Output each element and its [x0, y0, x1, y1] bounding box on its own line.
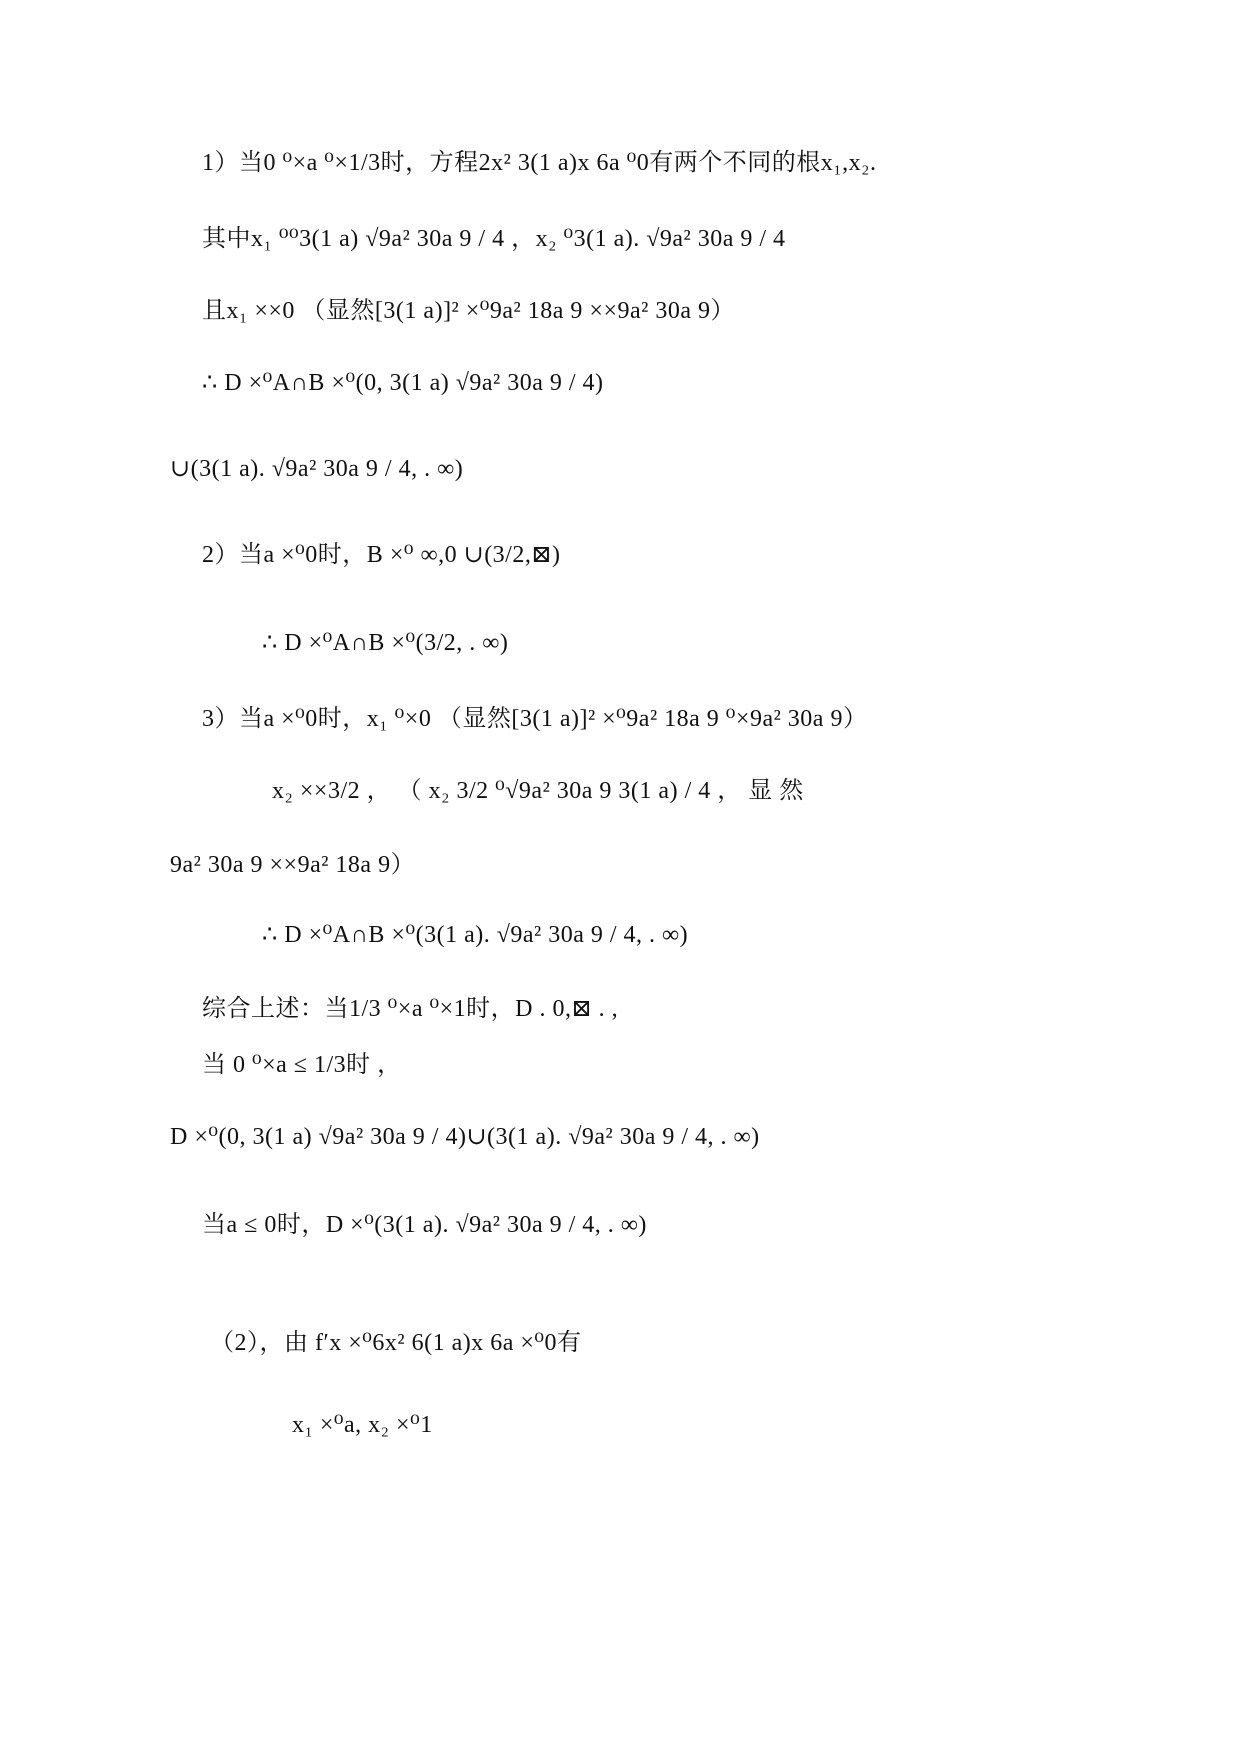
summary-line-1: 综合上述：当1/3 ⁰×a ⁰×1时，D . 0,⊠ . ,: [202, 996, 619, 1022]
case-1-domain-continuation: ∪(3(1 a). √9a² 30a 9 / 4, . ∞): [170, 456, 464, 482]
case-2-condition-line: 2）当a ×⁰0时，B ×⁰ ∞,0 ∪(3/2,⊠): [202, 542, 561, 568]
case-1-condition-line: 1）当0 ⁰×a ⁰×1/3时，方程2x² 3(1 a)x 6a ⁰0有两个不同的根x₁,x₂.: [202, 150, 877, 176]
summary-line-2: 当 0 ⁰×a ≤ 1/3时 ，: [202, 1052, 402, 1078]
part-2-derivative-line: （2），由 f′x ×⁰6x² 6(1 a)x 6a ×⁰0有: [210, 1330, 582, 1356]
case-3-root-line: x₂ ××3/2 ， （ x₂ 3/2 ⁰√9a² 30a 9 3(1 a) / 4 ， 显 然: [272, 778, 804, 804]
case-1-domain-line: ∴ D ×⁰A∩B ×⁰(0, 3(1 a) √9a² 30a 9 / 4): [202, 370, 604, 396]
case-3-condition-line: 3）当a ×⁰0时，x₁ ⁰×0 （显然[3(1 a)]² ×⁰9a² 18a 9 ⁰×9a² 30a 9）: [202, 706, 868, 732]
case-3-domain-line: ∴ D ×⁰A∩B ×⁰(3(1 a). √9a² 30a 9 / 4, . ∞): [262, 922, 689, 948]
case-1-roots-line: 其中x₁ ⁰⁰3(1 a) √9a² 30a 9 / 4 ，x₂ ⁰3(1 a). √9a² 30a 9 / 4: [202, 226, 786, 252]
summary-domain-line: D ×⁰(0, 3(1 a) √9a² 30a 9 / 4)∪(3(1 a). √9a² 30a 9 / 4, . ∞): [170, 1124, 760, 1150]
case-3-inequality-line: 9a² 30a 9 ××9a² 18a 9）: [170, 852, 416, 878]
case-1-root-sign-line: 且x₁ ××0 （显然[3(1 a)]² ×⁰9a² 18a 9 ××9a² 30a 9）: [202, 298, 735, 324]
case-2-domain-line: ∴ D ×⁰A∩B ×⁰(3/2, . ∞): [262, 630, 509, 656]
part-2-roots-line: x₁ ×⁰a, x₂ ×⁰1: [292, 1412, 433, 1438]
summary-a-nonpositive-line: 当a ≤ 0时，D ×⁰(3(1 a). √9a² 30a 9 / 4, . ∞): [202, 1212, 647, 1238]
